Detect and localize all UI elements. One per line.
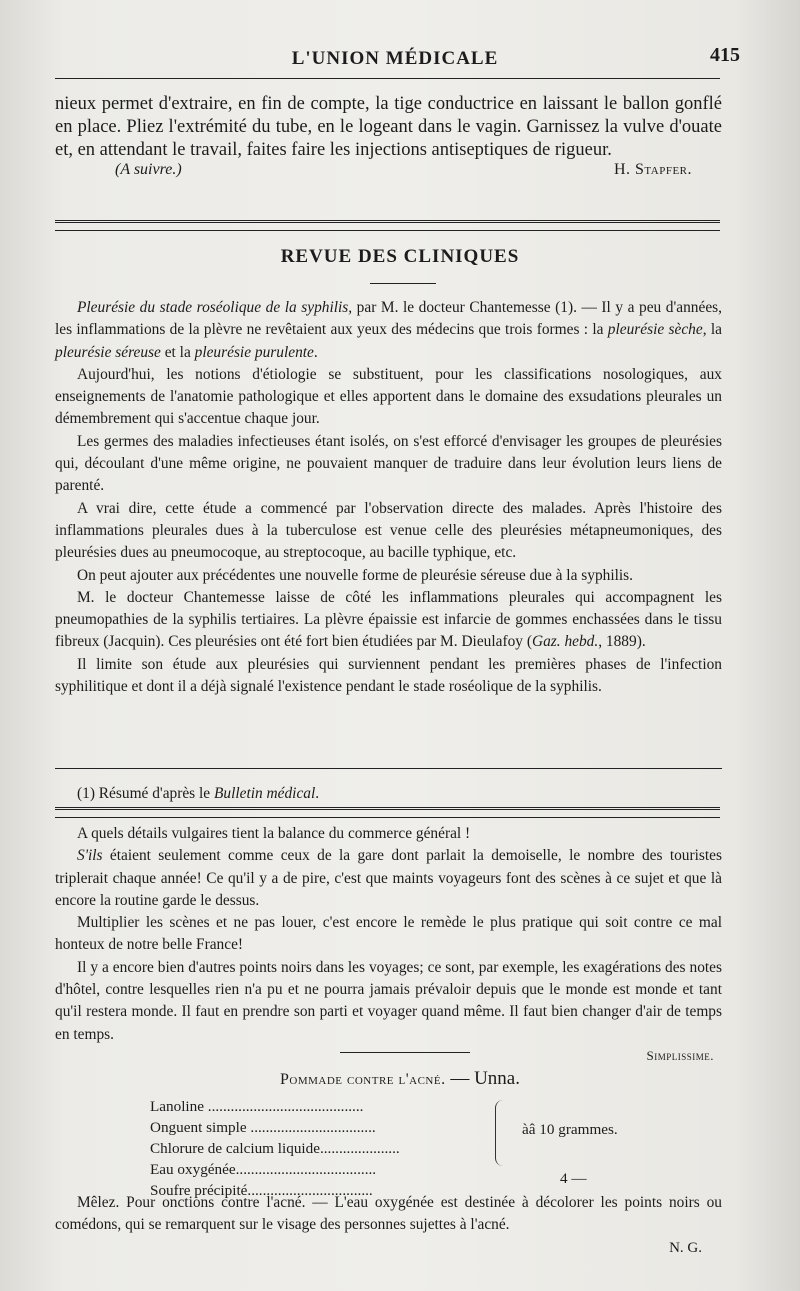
simplissime-article bbox=[55, 823, 722, 1066]
ingredient-row: Onguent simple ................................. bbox=[150, 1119, 376, 1136]
simplissime-signature: Simplissime. bbox=[646, 1047, 714, 1063]
section-heading: REVUE DES CLINIQUES bbox=[280, 246, 520, 267]
revue-paragraph-1: Pleurésie du stade roséolique de la syphilis, par M. le docteur Chantemesse (1). — Il y a peu d'années, les inflammations de la plèvre ne revêtaient aux yeux des médecins que trois formes : la pleurésie sèche, la pleurésie séreuse et la pleurésie purulente. bbox=[55, 299, 722, 361]
recipe-note-block bbox=[55, 1192, 722, 1259]
revue-paragraph-4: A vrai dire, cette étude a commencé par l'observation directe des malades. Après l'histoire des inflammations pleurales dues à la tuberculose est venue celle des pleurésies métapneumoniques, des pleurésies dues au pneumocoque, au streptocoque, au bacille typhique, etc. bbox=[55, 499, 722, 562]
heading-rule bbox=[370, 283, 436, 284]
recipe-title: Pommade contre l'acné. — Unna. bbox=[280, 1068, 520, 1089]
simplissime-paragraph-3: Multiplier les scènes et ne pas louer, c'est encore le remède le plus pratique qui soit contre ce mal honteux de notre belle France! bbox=[55, 914, 722, 954]
revue-paragraph-5: On peut ajouter aux précédentes une nouvelle forme de pleurésie séreuse due à la syphilis. bbox=[77, 566, 633, 584]
footnote-rule bbox=[55, 768, 722, 769]
section-rule bbox=[55, 220, 720, 223]
shared-quantity: àâ 10 grammes. bbox=[522, 1121, 618, 1138]
section-rule-2 bbox=[55, 807, 720, 810]
continued-paragraph: nieux permet d'extraire, en fin de compte, la tige conductrice en laissant le ballon gonflé en place. Pliez l'extrémité du tube, en le logeant dans le vagin. Garnissez la vulve d'ouate et, en attendant le travail, faites faire les injections antiseptiques de rigueur. bbox=[55, 94, 722, 160]
to-be-continued: (A suivre.) bbox=[115, 161, 182, 179]
ingredient-row: Lanoline ......................................... bbox=[150, 1098, 364, 1115]
header-rule bbox=[55, 78, 720, 79]
article-title: Pleurésie du stade roséolique de la syphilis, bbox=[77, 299, 353, 316]
running-title: L'UNION MÉDICALE bbox=[291, 48, 499, 69]
ingredient-row: Eau oxygénée..................................... bbox=[150, 1161, 377, 1178]
recipe-ingredients bbox=[150, 1096, 680, 1201]
brace-bracket bbox=[495, 1100, 506, 1166]
simplissime-paragraph-2: S'ils étaient seulement comme ceux de la gare dont parlait la demoiselle, le nombre des touristes triplerait chaque année! Ce qu'il y a de pire, c'est que maints voyageurs font des scènes à ce sujet et que là encore la routine garde le dessus. bbox=[55, 847, 722, 909]
ingredient-row: Chlorure de calcium liquide..................... bbox=[150, 1140, 400, 1157]
footnote: (1) Résumé d'après le Bulletin médical. bbox=[77, 785, 320, 802]
continued-article bbox=[55, 93, 722, 185]
revue-paragraph-3: Les germes des maladies infectieuses étant isolés, on s'est efforcé d'envisager les groupes de pleurésies qui, découlant d'une même origine, ne pouvaient manquer de traduire dans leur évolution leurs liens de parenté. bbox=[55, 432, 722, 495]
simplissime-paragraph-4: Il y a encore bien d'autres points noirs dans les voyages; ce sont, par exemple, les exagérations des notes d'hôtel, contre lesquelles rien n'a pu et ne pourra jamais prévaloir depuis que le monde est monde et tant qu'il restera monde. Il faut en prendre son parti et voyager quand même. Il faut bien changer d'air de temps en temps. bbox=[55, 958, 722, 1043]
continuation-line bbox=[55, 161, 722, 185]
section-rule-thin bbox=[55, 230, 720, 231]
recipe-signature: N. G. bbox=[669, 1239, 702, 1256]
simplissime-paragraph-1: A quels détails vulgaires tient la balance du commerce général ! bbox=[77, 825, 471, 842]
revue-paragraph-6: M. le docteur Chantemesse laisse de côté les inflammations pleurales qui accompagnent les pneumopathies de la syphilis tertiaires. La plèvre épaissie est infarcie de gommes enchassées dans le tissu fibreux (Jacquin). Ces pleurésies ont été fort bien étudiées par M. Dieulafoy (Gaz. hebd., 1889). bbox=[55, 588, 722, 651]
page-header bbox=[60, 44, 740, 74]
recipe-note: Mêlez. Pour onctions contre l'acné. — L'eau oxygénée est destinée à décolorer les points noirs ou comédons, qui se remarquent sur le visage des personnes sujettes à l'acné. bbox=[55, 1194, 722, 1234]
recipe-rule bbox=[340, 1052, 470, 1053]
revue-article bbox=[55, 297, 722, 698]
revue-paragraph-2: Aujourd'hui, les notions d'étiologie se substituent, pour les classifications nosologiques, aux enseignements de l'anatomie pathologique et elles apportent dans le domaine des exsudations pleurales un démembrement qui s'accentue chaque jour. bbox=[55, 365, 722, 428]
soufre-quantity: 4 — bbox=[560, 1170, 587, 1187]
revue-paragraph-7: Il limite son étude aux pleurésies qui surviennent pendant les premières phases de l'infection syphilitique et dont il a déjà signalé l'existence pendant le stade roséolique de la syphilis. bbox=[55, 655, 722, 696]
section-rule-2-thin bbox=[55, 817, 720, 818]
page-number: 415 bbox=[710, 44, 740, 66]
ingredient-row: Soufre précipité................................. bbox=[150, 1182, 373, 1199]
article-author: H. Stapfer. bbox=[613, 161, 692, 179]
